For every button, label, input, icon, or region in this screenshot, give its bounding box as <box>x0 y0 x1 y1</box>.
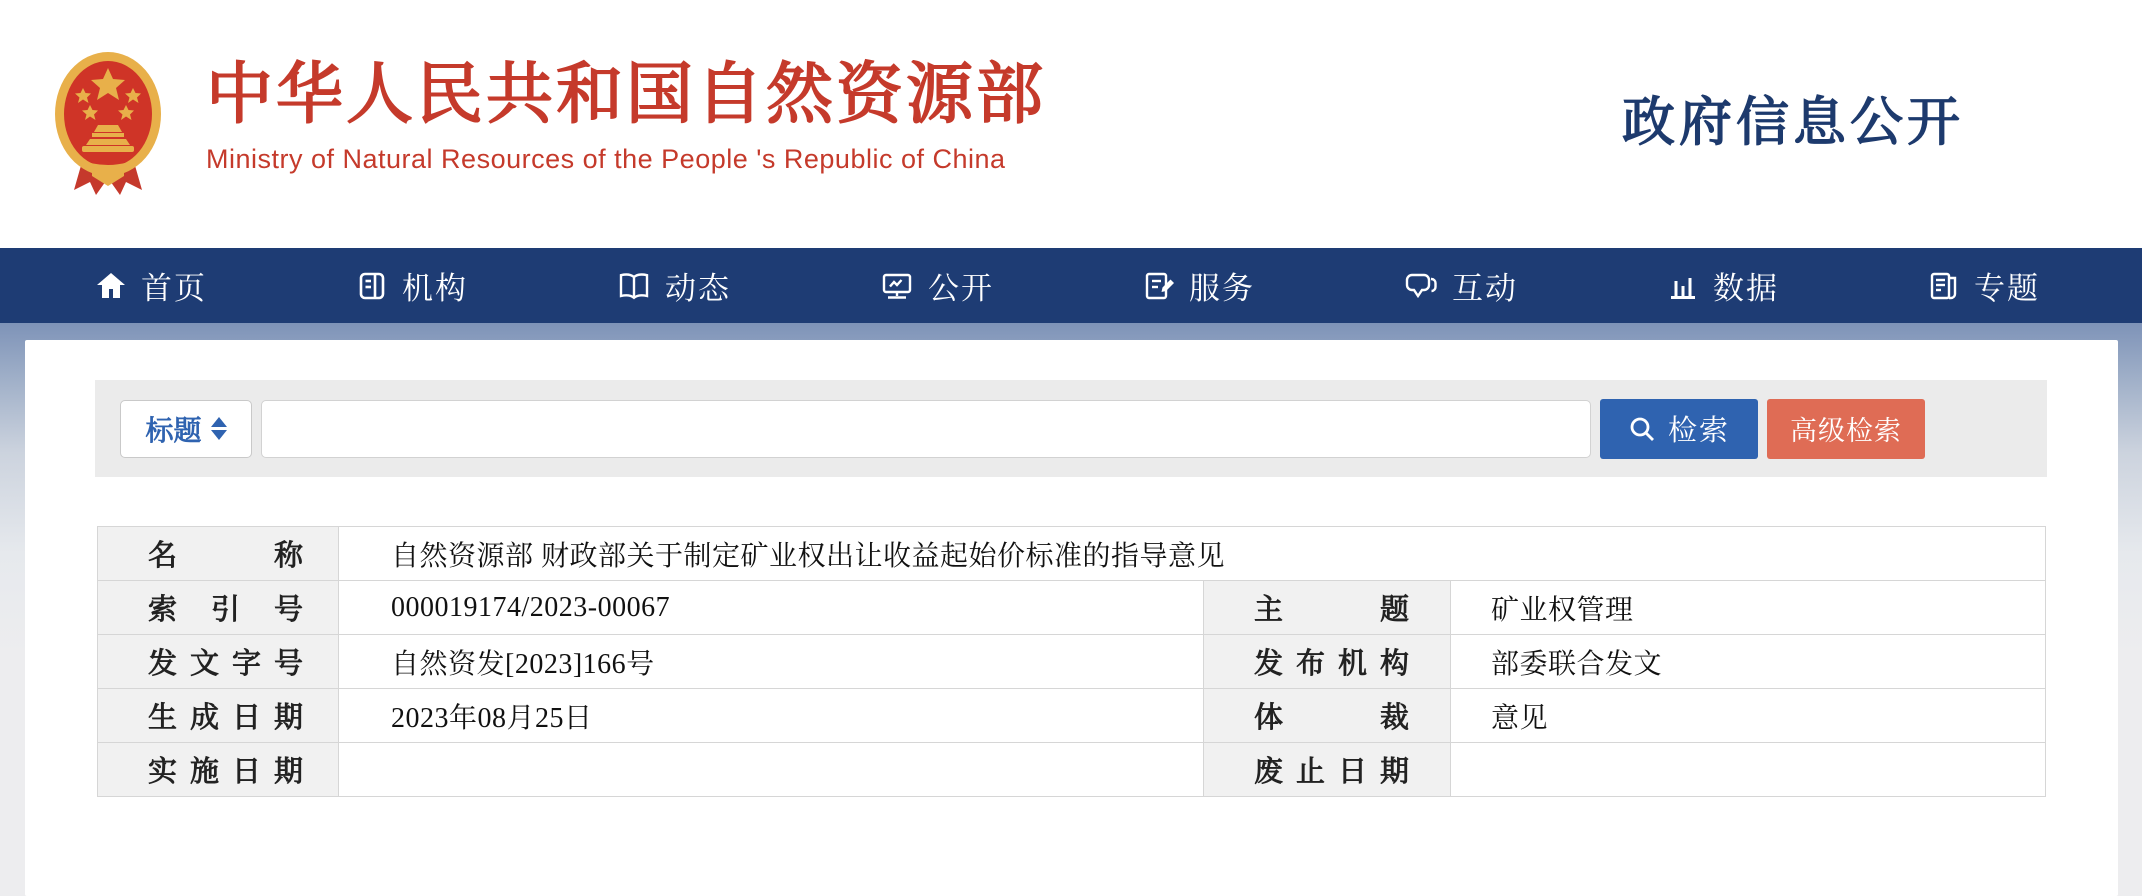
doc-number-label-cell: 发文字号 <box>98 635 339 689</box>
topics-news-icon <box>1928 270 1960 302</box>
nav-item-topics[interactable]: 专题 <box>1928 263 2040 308</box>
magnifier-icon <box>1628 415 1656 443</box>
index-number-label-cell: 索 引 号 <box>98 581 339 635</box>
site-header <box>0 0 2142 248</box>
table-row-effective-repeal <box>98 743 2046 797</box>
site-logo-link[interactable] <box>52 50 1046 196</box>
nav-item-home[interactable]: 首页 <box>95 263 207 308</box>
content-background <box>0 323 2142 896</box>
table-row-name <box>98 527 2046 581</box>
interaction-chat-icon <box>1404 270 1438 302</box>
doc-number-value-cell: 自然资发[2023]166号 <box>339 635 1204 689</box>
ministry-name-en: Ministry of Natural Resources of the People 's Republic of China <box>206 143 1006 174</box>
content-panel <box>25 340 2118 896</box>
index-number-value-cell: 000019174/2023-00067 <box>339 581 1204 635</box>
nav-item-organization[interactable]: 机构 <box>356 263 468 308</box>
data-chart-icon <box>1667 270 1699 302</box>
created-date-label-cell: 生成日期 <box>98 689 339 743</box>
table-row-docnumber-agency <box>98 635 2046 689</box>
issuing-agency-value-cell: 部委联合发文 <box>1451 635 2046 689</box>
china-national-emblem-icon <box>52 50 164 196</box>
effective-date-value-cell <box>339 743 1204 797</box>
home-icon <box>95 270 127 302</box>
document-info-table <box>97 526 2046 797</box>
nav-item-data[interactable]: 数据 <box>1667 263 1779 308</box>
search-input[interactable] <box>261 400 1591 458</box>
table-row-date-genre <box>98 689 2046 743</box>
nav-item-news[interactable]: 动态 <box>617 263 731 308</box>
subject-value-cell: 矿业权管理 <box>1451 581 2046 635</box>
subject-label-cell: 主 题 <box>1204 581 1451 635</box>
disclosure-monitor-icon <box>880 270 914 302</box>
nav-item-disclosure[interactable]: 公开 <box>880 263 994 308</box>
genre-value-cell: 意见 <box>1451 689 2046 743</box>
ministry-name-cn: 中华人民共和国自然资源部 <box>206 57 1046 132</box>
search-field-selector-label: 标题 <box>145 414 202 446</box>
repeal-date-value-cell <box>1451 743 2046 797</box>
main-nav <box>0 248 2142 323</box>
name-label-cell: 名 称 <box>98 527 339 581</box>
repeal-date-label-cell: 废止日期 <box>1204 743 1451 797</box>
created-date-value-cell: 2023年08月25日 <box>339 689 1204 743</box>
service-edit-icon <box>1143 270 1175 302</box>
organization-icon <box>356 270 388 302</box>
up-down-arrows-icon <box>211 417 227 440</box>
advanced-search-button[interactable]: 高级检索 <box>1767 399 1925 459</box>
search-button[interactable]: 检索 <box>1600 399 1758 459</box>
news-book-icon <box>617 270 651 302</box>
nav-item-services[interactable]: 服务 <box>1143 263 1255 308</box>
genre-label-cell: 体 裁 <box>1204 689 1451 743</box>
nav-item-interaction[interactable]: 互动 <box>1404 263 1518 308</box>
effective-date-label-cell: 实施日期 <box>98 743 339 797</box>
table-row-index-subject <box>98 581 2046 635</box>
page-title: 政府信息公开 <box>1622 94 1964 152</box>
search-field-selector[interactable] <box>120 400 252 458</box>
search-bar <box>95 380 2047 477</box>
brand-text <box>206 50 1046 175</box>
name-value-cell: 自然资源部 财政部关于制定矿业权出让收益起始价标准的指导意见 <box>339 527 2046 581</box>
issuing-agency-label-cell: 发布机构 <box>1204 635 1451 689</box>
